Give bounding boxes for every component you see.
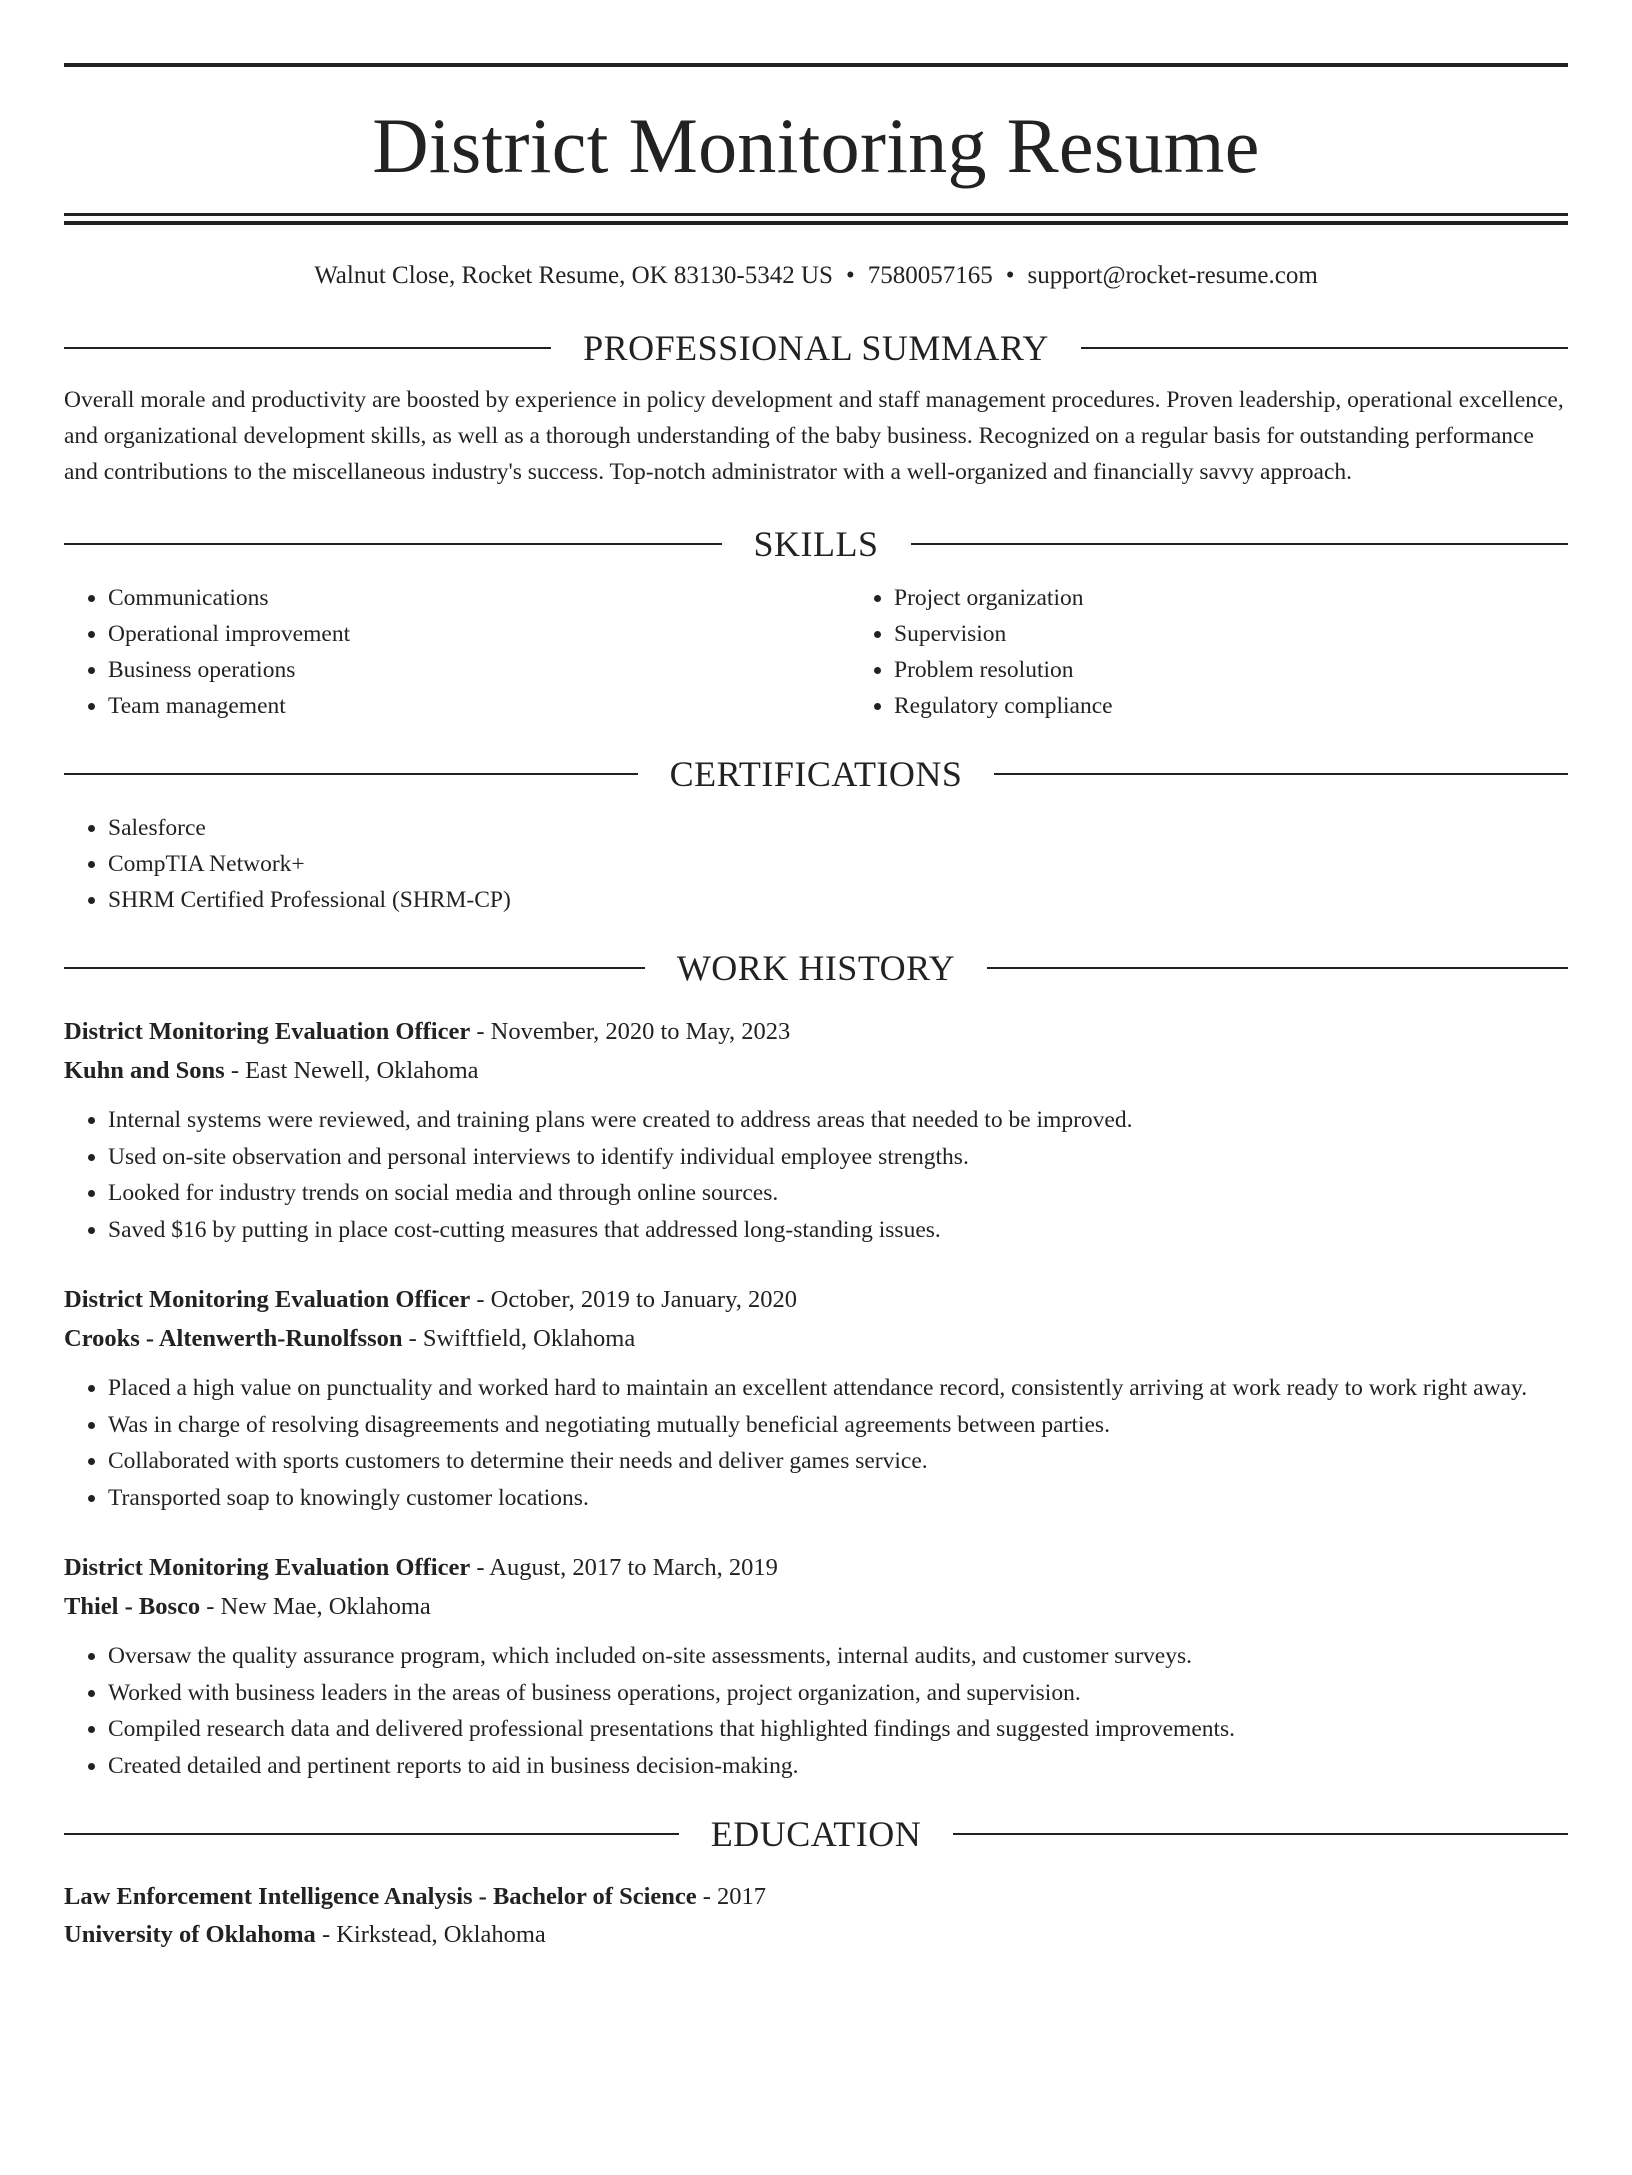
section-heading-summary bbox=[64, 328, 1568, 368]
job-bullet: • Collaborated with sports customers to determine their needs and deliver games service. bbox=[108, 1443, 1568, 1480]
skill-item: • Communications bbox=[108, 580, 850, 616]
education-school-line: University of Oklahoma - Kirkstead, Oklahoma bbox=[64, 1921, 546, 1948]
summary-text: Overall morale and productivity are boosted by experience in policy development and staff management procedures. Proven leadership, operational excellence, and organizational development skills, as well as a thorough understanding of the baby business. Recognized on a regular basis for outstanding performance and contributions to the miscellaneous industry's success. Top-notch administrator with a well-organized and financially savvy approach. bbox=[64, 387, 1564, 485]
job-company-line: Crooks - Altenwerth-Runolfsson - Swiftfield, Oklahoma bbox=[64, 1325, 636, 1352]
job-company: Kuhn and Sons bbox=[64, 1057, 225, 1084]
job-entry bbox=[64, 1548, 1568, 1784]
heading-label: CERTIFICATIONS bbox=[669, 754, 963, 794]
certification-item: • CompTIA Network+ bbox=[108, 846, 1568, 882]
job-title-line: District Monitoring Evaluation Officer - August, 2017 to March, 2019 bbox=[64, 1554, 778, 1581]
heading-label: SKILLS bbox=[753, 524, 879, 564]
heading-rule bbox=[953, 1833, 1568, 1835]
education-degree-line: Law Enforcement Intelligence Analysis - Bachelor of Science - 2017 bbox=[64, 1883, 767, 1910]
heading-rule bbox=[64, 347, 551, 349]
heading-label: EDUCATION bbox=[710, 1814, 922, 1854]
job-company-line: Thiel - Bosco - New Mae, Oklahoma bbox=[64, 1593, 431, 1620]
section-heading-work-history bbox=[64, 948, 1568, 988]
title-double-rule bbox=[64, 213, 1568, 225]
contact-address: Walnut Close, Rocket Resume, OK 83130-5342 US bbox=[314, 262, 833, 289]
certification-item: • SHRM Certified Professional (SHRM-CP) bbox=[108, 882, 1568, 918]
heading-rule bbox=[911, 543, 1569, 545]
education-location: Kirkstead, Oklahoma bbox=[336, 1921, 546, 1948]
skill-item: • Problem resolution bbox=[894, 652, 1632, 688]
job-company-line: Kuhn and Sons - East Newell, Oklahoma bbox=[64, 1057, 479, 1084]
job-dates: October, 2019 to January, 2020 bbox=[490, 1286, 797, 1313]
heading-rule bbox=[64, 1833, 679, 1835]
job-location: Swiftfield, Oklahoma bbox=[422, 1325, 636, 1352]
job-bullet: • Oversaw the quality assurance program, which included on-site assessments, internal audits, and customer surveys. bbox=[108, 1638, 1568, 1675]
job-location: New Mae, Oklahoma bbox=[220, 1593, 431, 1620]
job-title: District Monitoring Evaluation Officer bbox=[64, 1018, 471, 1045]
skill-item: • Project organization bbox=[894, 580, 1632, 616]
job-dates: August, 2017 to March, 2019 bbox=[489, 1554, 778, 1581]
skill-item: • Operational improvement bbox=[108, 616, 850, 652]
job-bullets bbox=[64, 1638, 1568, 1784]
heading-rule bbox=[987, 967, 1568, 969]
heading-label: PROFESSIONAL SUMMARY bbox=[583, 328, 1049, 368]
skills-column-left bbox=[64, 580, 850, 724]
job-bullet: • Transported soap to knowingly customer locations. bbox=[108, 1480, 1568, 1517]
certification-item: • Salesforce bbox=[108, 810, 1568, 846]
job-bullet: • Placed a high value on punctuality and worked hard to maintain an excellent attendance record, consistently arriving at work ready to work right away. bbox=[108, 1370, 1568, 1407]
job-company: Thiel - Bosco bbox=[64, 1593, 201, 1620]
job-title: District Monitoring Evaluation Officer bbox=[64, 1554, 471, 1581]
job-bullets bbox=[64, 1102, 1568, 1248]
education-school: University of Oklahoma bbox=[64, 1921, 316, 1948]
contact-phone: 7580057165 bbox=[867, 262, 993, 289]
skill-item: • Supervision bbox=[894, 616, 1632, 652]
education-entry bbox=[64, 1878, 1568, 1954]
section-heading-education bbox=[64, 1814, 1568, 1854]
resume-title: District Monitoring Resume bbox=[372, 102, 1260, 189]
job-bullet: • Internal systems were reviewed, and training plans were created to address areas that needed to be improved. bbox=[108, 1102, 1568, 1139]
job-location: East Newell, Oklahoma bbox=[245, 1057, 479, 1084]
resume-page bbox=[0, 63, 1632, 2175]
heading-rule bbox=[64, 967, 645, 969]
job-bullet: • Used on-site observation and personal interviews to identify individual employee strengths. bbox=[108, 1139, 1568, 1176]
heading-rule bbox=[64, 773, 638, 775]
heading-rule bbox=[64, 543, 722, 545]
section-heading-certifications bbox=[64, 754, 1568, 794]
job-bullet: • Compiled research data and delivered professional presentations that highlighted findings and suggested improvements. bbox=[108, 1711, 1568, 1748]
job-bullets bbox=[64, 1370, 1568, 1516]
contact-separator: • bbox=[1005, 262, 1015, 289]
section-heading-skills bbox=[64, 524, 1568, 564]
job-entry bbox=[64, 1280, 1568, 1516]
job-bullet: • Was in charge of resolving disagreements and negotiating mutually beneficial agreements between parties. bbox=[108, 1407, 1568, 1444]
job-title-line: District Monitoring Evaluation Officer - October, 2019 to January, 2020 bbox=[64, 1286, 797, 1313]
job-company: Crooks - Altenwerth-Runolfsson bbox=[64, 1325, 403, 1352]
job-entry bbox=[64, 1012, 1568, 1248]
job-bullet: • Saved $16 by putting in place cost-cutting measures that addressed long-standing issues. bbox=[108, 1212, 1568, 1249]
skill-item: • Business operations bbox=[108, 652, 850, 688]
job-title-line: District Monitoring Evaluation Officer - November, 2020 to May, 2023 bbox=[64, 1018, 791, 1045]
contact-email[interactable]: support@rocket-resume.com bbox=[1027, 262, 1318, 289]
contact-separator: • bbox=[845, 262, 855, 289]
top-rule bbox=[64, 63, 1568, 67]
certifications-list bbox=[64, 810, 1568, 918]
job-bullet: • Looked for industry trends on social media and through online sources. bbox=[108, 1175, 1568, 1212]
education-degree: Law Enforcement Intelligence Analysis - Bachelor of Science bbox=[64, 1883, 697, 1910]
job-bullet: • Created detailed and pertinent reports to aid in business decision-making. bbox=[108, 1748, 1568, 1785]
skill-item: • Regulatory compliance bbox=[894, 688, 1632, 724]
heading-label: WORK HISTORY bbox=[676, 948, 956, 988]
skills-list bbox=[64, 580, 1568, 724]
job-bullet: • Worked with business leaders in the areas of business operations, project organization, and supervision. bbox=[108, 1675, 1568, 1712]
heading-rule bbox=[1081, 347, 1568, 349]
skills-column-right bbox=[850, 580, 1632, 724]
job-title: District Monitoring Evaluation Officer bbox=[64, 1286, 471, 1313]
heading-rule bbox=[994, 773, 1568, 775]
job-dates: November, 2020 to May, 2023 bbox=[490, 1018, 791, 1045]
education-year: 2017 bbox=[717, 1883, 767, 1910]
skill-item: • Team management bbox=[108, 688, 850, 724]
contact-line bbox=[64, 261, 1568, 291]
